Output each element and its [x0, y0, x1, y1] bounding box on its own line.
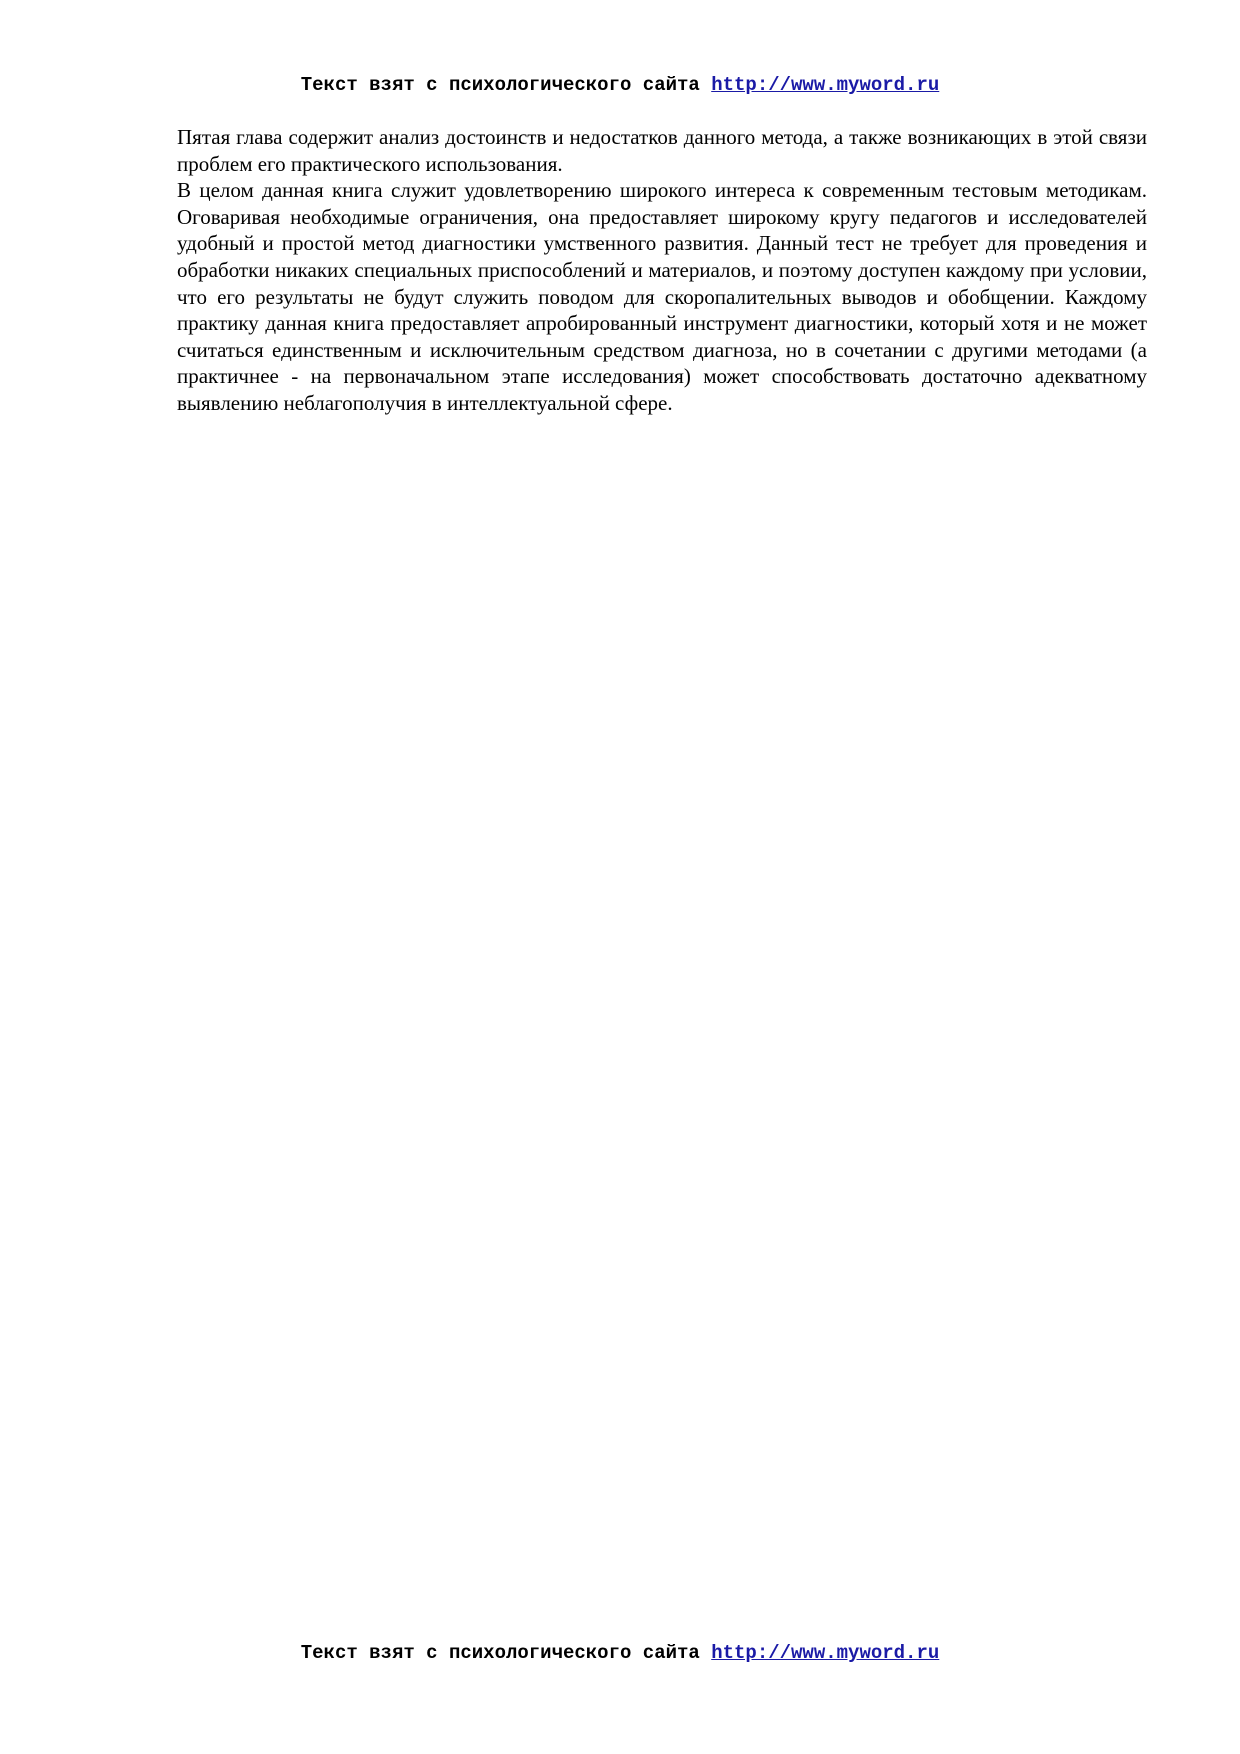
header-text: Текст взят с психологического сайта	[300, 74, 700, 96]
footer-site-link[interactable]: http://www.myword.ru	[711, 1642, 940, 1664]
document-body	[177, 124, 1147, 417]
paragraph-2: В целом данная книга служит удовлетворению широкого интереса к современным тестовым методикам. Оговаривая необходимые ограничения, она предоставляет широкому кругу педагогов и исследователей удобный и простой метод диагностики умственного развития. Данный тест не требует для проведения и обработки никаких специальных приспособлений и материалов, и поэтому доступен каждому при условии, что его результаты не будут служить поводом для скоропалительных выводов и обобщении. Каждому практику данная книга предоставляет апробированный инструмент диагностики, который хотя и не может считаться единственным и исключительным средством диагноза, но в сочетании с другими методами (а практичнее - на первоначальном этапе исследования) может способствовать достаточно адекватному выявлению неблагополучия в интеллектуальной сфере.	[177, 178, 1147, 415]
paragraph-1: Пятая глава содержит анализ достоинств и недостатков данного метода, а также возникающих в этой связи проблем его практического использования.	[177, 125, 1147, 176]
header-site-link[interactable]: http://www.myword.ru	[711, 74, 940, 96]
page-footer	[0, 1641, 1240, 1665]
page-header	[0, 73, 1240, 97]
footer-text: Текст взят с психологического сайта	[300, 1642, 700, 1664]
